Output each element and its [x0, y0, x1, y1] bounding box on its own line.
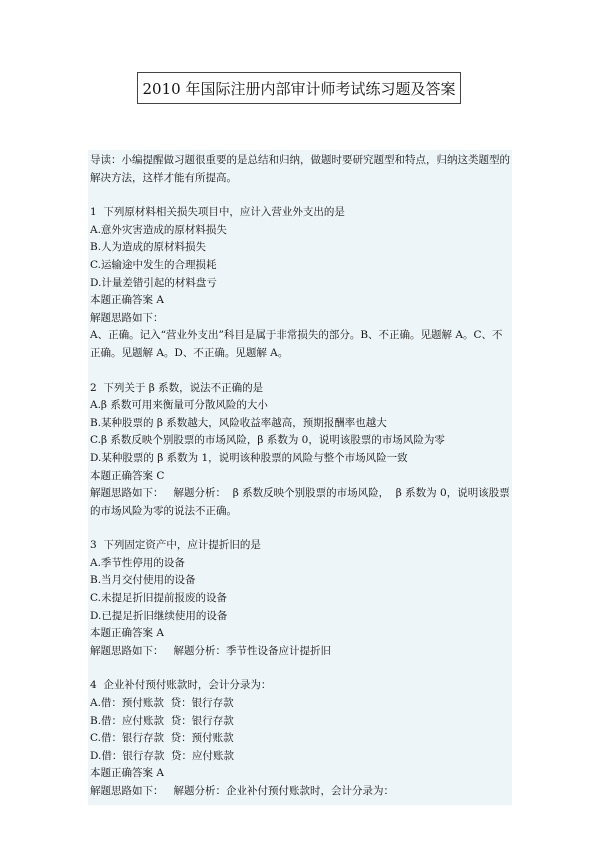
option-a: A.意外灾害造成的原材料损失 — [90, 223, 227, 236]
question-3 — [90, 537, 510, 660]
option-b: B.人为造成的原材料损失 — [90, 241, 207, 254]
option-b: B.当月交付使用的设备 — [90, 574, 196, 587]
correct-answer: 本题正确答案 A — [90, 294, 164, 307]
option-d: D.借：银行存款 贷：应付账款 — [90, 749, 235, 762]
correct-answer: 本题正确答案 A — [90, 767, 164, 780]
document-body — [88, 150, 512, 805]
analysis-label: 解题思路如下： — [90, 311, 164, 324]
intro-paragraph: 导读：小编提醒做习题很重要的是总结和归纳，做题时要研究题型和特点，归纳这类题型的解决方法，这样才能有所提高。 — [90, 154, 510, 184]
document-title-box — [137, 72, 461, 104]
correct-answer: 本题正确答案 C — [90, 469, 165, 482]
option-a: A.β 系数可用来衡量可分散风险的大小 — [90, 399, 268, 412]
option-a: A.借：预付账款 贷：银行存款 — [90, 697, 234, 710]
document-title: 2010 年国际注册内部审计师考试练习题及答案 — [142, 79, 456, 98]
correct-answer: 本题正确答案 A — [90, 627, 164, 640]
question-stem: 1 下列原材料相关损失项目中，应计入营业外支出的是 — [90, 206, 345, 219]
option-c: C.β 系数反映个别股票的市场风险，β 系数为 0，说明该股票的市场风险为零 — [90, 434, 445, 447]
option-c: C.运输途中发生的合理损耗 — [90, 258, 217, 271]
analysis-text: 解题思路如下： 解题分析：季节性设备应计提折旧 — [90, 644, 332, 657]
question-stem: 4 企业补付预付账款时，会计分录为： — [90, 679, 272, 692]
option-d: D.某种股票的 β 系数为 1，说明该种股票的风险与整个市场风险一致 — [90, 451, 408, 464]
option-a: A.季节性停用的设备 — [90, 556, 185, 569]
option-d: D.已提足折旧继续使用的设备 — [90, 609, 228, 622]
question-4 — [90, 677, 510, 800]
option-b: B.某种股票的 β 系数越大，风险收益率越高，预期报酬率也越大 — [90, 416, 387, 429]
question-stem: 2 下列关于 β 系数，说法不正确的是 — [90, 381, 264, 394]
option-c: C.未提足折旧提前报废的设备 — [90, 592, 227, 605]
analysis-text: 解题思路如下： 解题分析：企业补付预付账款时，会计分录为： — [90, 785, 395, 797]
analysis-text: A、正确。记入“营业外支出”科目是属于非常损失的部分。B、不正确。见题解 A。C、不正确。见题解 A。D、不正确。见题解 A。 — [90, 329, 503, 359]
analysis-text: 解题思路如下： 解题分析： β 系数反映个别股票的市场风险， β 系数为 0，说明该股票的市场风险为零的说法不正确。 — [90, 487, 510, 517]
option-b: B.借：应付账款 贷：银行存款 — [90, 714, 234, 727]
question-2 — [90, 380, 510, 521]
option-c: C.借：银行存款 贷：预付账款 — [90, 732, 234, 745]
question-stem: 3 下列固定资产中，应计提折旧的是 — [90, 539, 261, 552]
option-d: D.计量差错引起的材料盘亏 — [90, 276, 217, 289]
question-1 — [90, 204, 510, 362]
